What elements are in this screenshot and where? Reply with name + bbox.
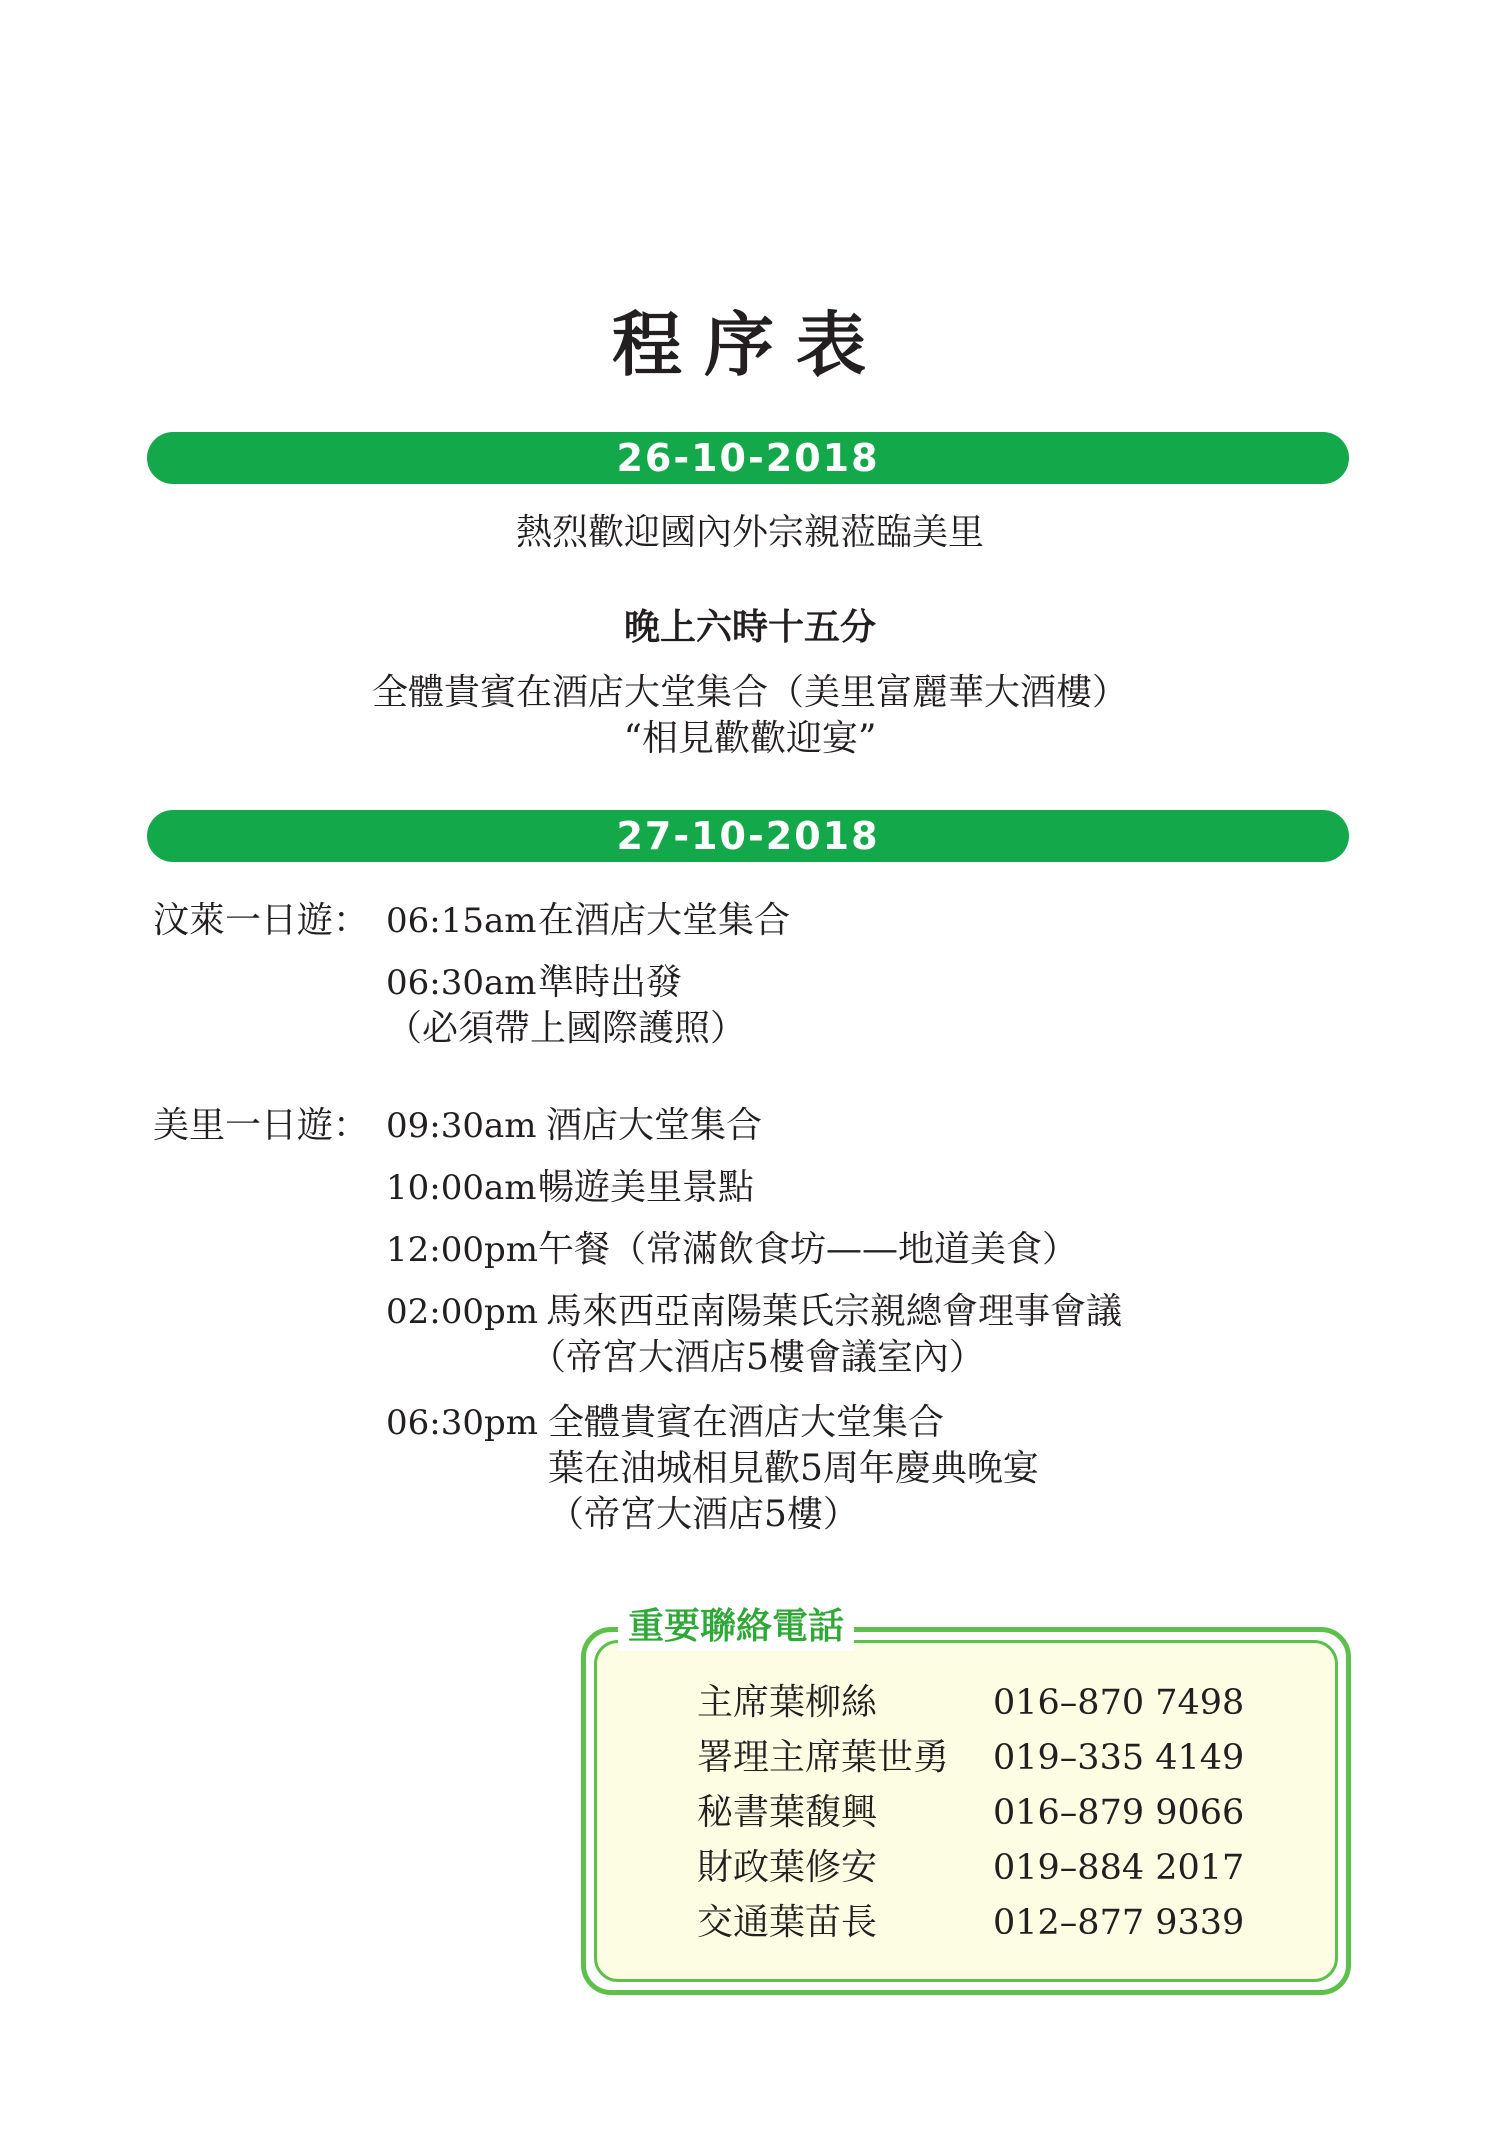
schedule-activity: 在酒店大堂集合 — [538, 900, 791, 941]
schedule-activity: 馬來西亞南陽葉氏宗親總會理事會議 — [546, 1291, 1123, 1332]
schedule-time: 09:30am — [386, 1106, 537, 1146]
schedule-activity: 酒店大堂集合 — [546, 1105, 763, 1146]
schedule-note: （必須帶上國際護照） — [386, 1008, 747, 1049]
contact-name: 主席葉柳絲 — [697, 1682, 878, 1723]
schedule-time: 06:30am — [386, 963, 537, 1003]
schedule-time: 12:00pm — [386, 1230, 538, 1270]
trip-label: 汶萊一日遊： — [153, 900, 370, 941]
schedule-activity: 準時出發 — [538, 962, 683, 1003]
contact-phone: 016–870 7498 — [993, 1683, 1245, 1723]
schedule-note: （帝宮大酒店5樓） — [548, 1494, 859, 1535]
date-bar-day1: 26-10-2018 — [147, 432, 1349, 484]
schedule-time: 06:30pm — [386, 1403, 538, 1443]
schedule-note: （帝宮大酒店5樓會議室內） — [530, 1337, 985, 1378]
contact-title: 重要聯絡電話 — [618, 1603, 854, 1651]
contact-phone: 012–877 9339 — [993, 1903, 1245, 1943]
date-bar-day2: 27-10-2018 — [147, 810, 1349, 862]
welcome-text: 熱烈歡迎國內外宗親蒞臨美里 — [515, 512, 984, 553]
contact-phone: 019–335 4149 — [993, 1738, 1245, 1778]
contact-name: 交通葉苗長 — [697, 1902, 878, 1943]
schedule-activity: 暢遊美里景點 — [538, 1167, 755, 1208]
schedule-time: 02:00pm — [386, 1292, 538, 1332]
evening-time: 晚上六時十五分 — [623, 606, 876, 648]
contact-name: 秘書葉馥興 — [697, 1792, 878, 1833]
gathering-text: 全體貴賓在酒店大堂集合（美里富麗華大酒樓） — [371, 672, 1128, 713]
contact-name: 財政葉修安 — [697, 1847, 878, 1888]
schedule-time: 06:15am — [386, 901, 537, 941]
trip-label: 美里一日遊： — [153, 1105, 370, 1146]
schedule-activity: 全體貴賓在酒店大堂集合 — [548, 1402, 945, 1443]
contact-phone: 019–884 2017 — [993, 1848, 1245, 1888]
banquet-name: “相見歡歡迎宴” — [623, 718, 877, 759]
schedule-note: 葉在油城相見歡5周年慶典晚宴 — [548, 1448, 1039, 1489]
schedule-time: 10:00am — [386, 1168, 537, 1208]
schedule-activity: 午餐（常滿飲食坊——地道美食） — [538, 1229, 1079, 1270]
contact-name: 署理主席葉世勇 — [697, 1737, 950, 1778]
page-title: 程序表 — [612, 303, 888, 386]
contact-phone: 016–879 9066 — [993, 1793, 1245, 1833]
